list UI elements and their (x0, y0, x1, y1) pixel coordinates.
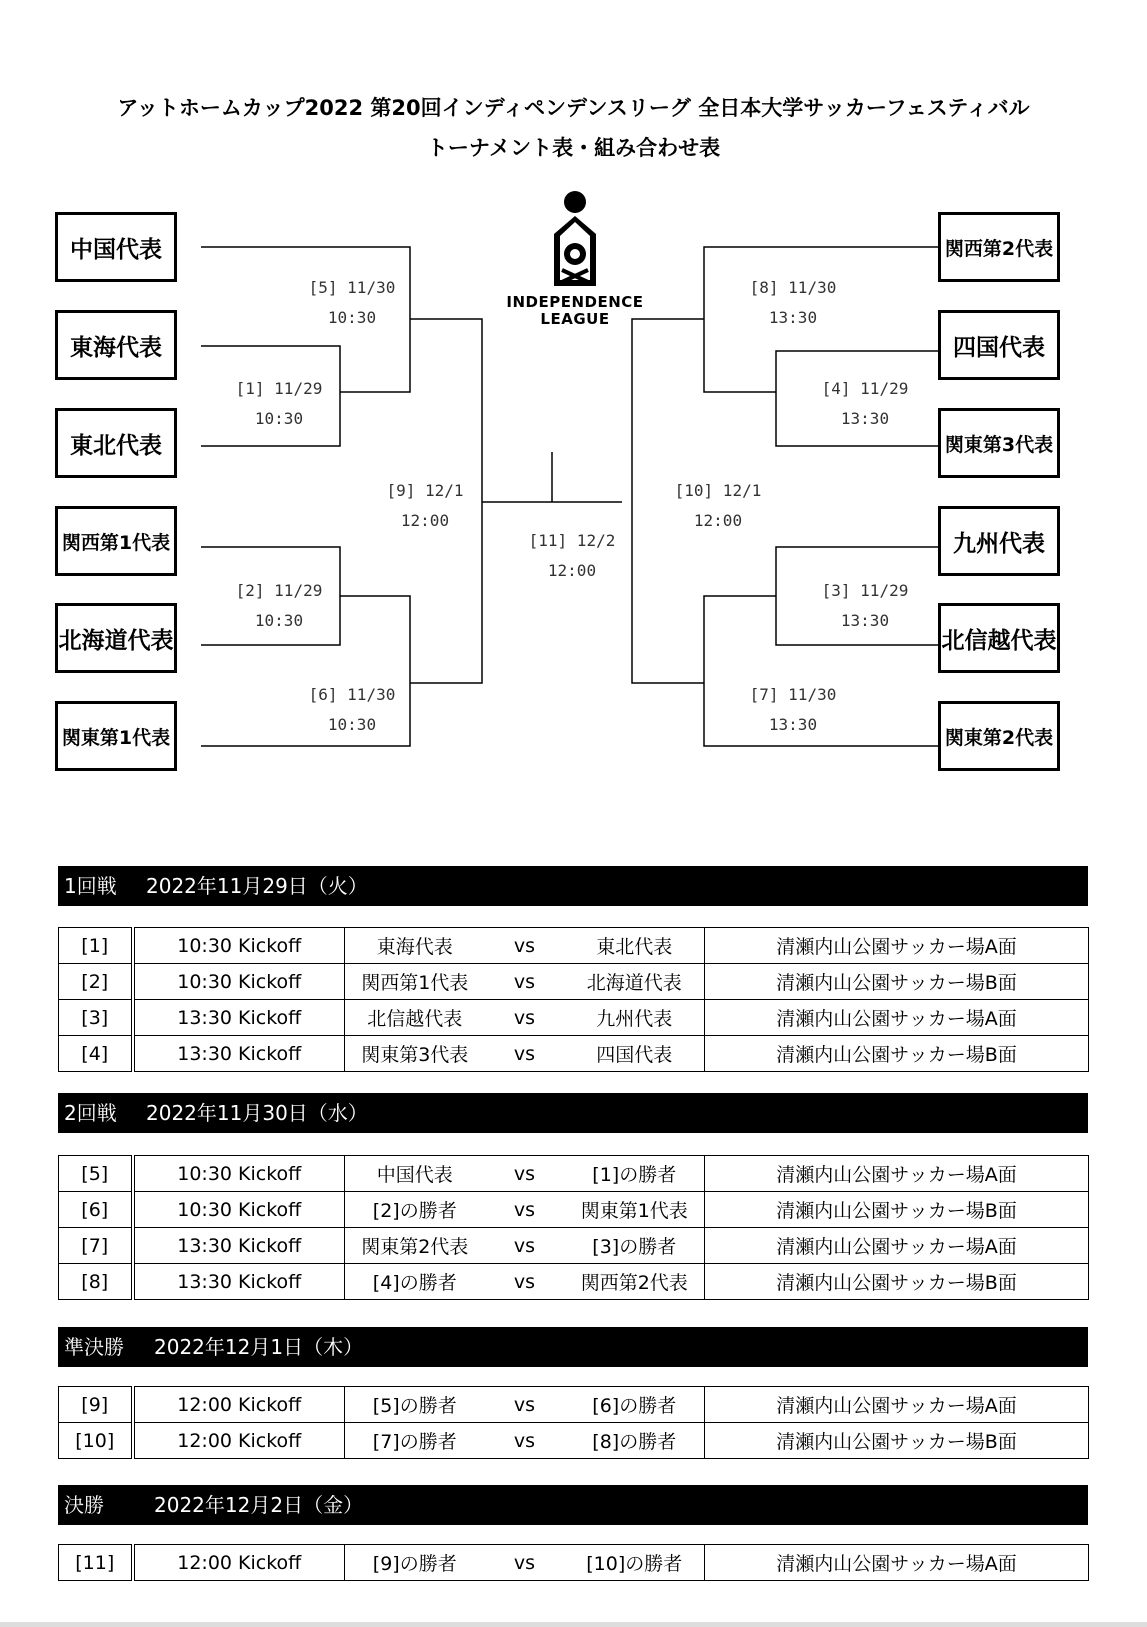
match-label-3: [3] 11/29 13:30 (821, 581, 909, 630)
table-row: [9] 12:00 Kickoff [5]の勝者 vs [6]の勝者 清瀬内山公園サッカー場A面 (59, 1387, 1089, 1423)
logo-text-line2: LEAGUE (540, 310, 610, 328)
table-row: [3] 13:30 Kickoff 北信越代表 vs 九州代表 清瀬内山公園サッカー場A面 (59, 1000, 1089, 1036)
round-banner-semifinal (58, 1327, 1088, 1367)
schedule-table-round-1 (58, 927, 1089, 1072)
round-date: 2022年11月30日（水） (146, 1101, 368, 1125)
match-label-10: [10] 12/1 12:00 (674, 481, 762, 530)
table-row: [11] 12:00 Kickoff [9]の勝者 vs [10]の勝者 清瀬内山公園サッカー場A面 (59, 1545, 1089, 1581)
schedule-table-semifinal (58, 1386, 1089, 1459)
page-bottom-edge (0, 1622, 1147, 1627)
match-label-5: [5] 11/30 10:30 (308, 278, 396, 327)
match-label-11: [11] 12/2 12:00 (528, 531, 616, 580)
table-row: [5] 10:30 Kickoff 中国代表 vs [1]の勝者 清瀬内山公園サッカー場A面 (59, 1156, 1089, 1192)
table-row: [10] 12:00 Kickoff [7]の勝者 vs [8]の勝者 清瀬内山公園サッカー場B面 (59, 1423, 1089, 1459)
round-banner-final (58, 1485, 1088, 1525)
team-box-left-6: 関東第1代表 (55, 701, 177, 771)
table-row: [6] 10:30 Kickoff [2]の勝者 vs 関東第1代表 清瀬内山公園サッカー場B面 (59, 1192, 1089, 1228)
match-label-8: [8] 11/30 13:30 (749, 278, 837, 327)
team-box-right-1: 関西第2代表 (938, 212, 1060, 282)
match-label-7: [7] 11/30 13:30 (749, 685, 837, 734)
match-label-4: [4] 11/29 13:30 (821, 379, 909, 428)
round-name: 準決勝 (64, 1335, 124, 1359)
match-label-2: [2] 11/29 10:30 (235, 581, 323, 630)
team-box-right-3: 関東第3代表 (938, 408, 1060, 478)
team-box-left-5: 北海道代表 (55, 603, 177, 673)
round-date: 2022年12月2日（金） (154, 1493, 364, 1517)
independence-league-logo (500, 190, 650, 328)
team-box-left-2: 東海代表 (55, 310, 177, 380)
round-date: 2022年11月29日（火） (146, 874, 368, 898)
team-box-right-5: 北信越代表 (938, 603, 1060, 673)
logo-text-line1: INDEPENDENCE (506, 293, 644, 311)
team-box-right-6: 関東第2代表 (938, 701, 1060, 771)
round-date: 2022年12月1日（木） (154, 1335, 364, 1359)
team-box-left-4: 関西第1代表 (55, 506, 177, 576)
table-row: [7] 13:30 Kickoff 関東第2代表 vs [3]の勝者 清瀬内山公園サッカー場A面 (59, 1228, 1089, 1264)
team-box-right-4: 九州代表 (938, 506, 1060, 576)
team-box-left-3: 東北代表 (55, 408, 177, 478)
schedule-table-final (58, 1544, 1089, 1581)
round-name: 1回戦 (64, 874, 117, 898)
page-title: アットホームカップ2022 第20回インディペンデンスリーグ 全日本大学サッカーフェスティバル (117, 96, 1030, 120)
schedule-table-round-2 (58, 1155, 1089, 1300)
team-box-right-2: 四国代表 (938, 310, 1060, 380)
round-name: 決勝 (64, 1493, 104, 1517)
match-label-1: [1] 11/29 10:30 (235, 379, 323, 428)
table-row: [2] 10:30 Kickoff 関西第1代表 vs 北海道代表 清瀬内山公園サッカー場B面 (59, 964, 1089, 1000)
table-row: [1] 10:30 Kickoff 東海代表 vs 東北代表 清瀬内山公園サッカー場A面 (59, 928, 1089, 964)
table-row: [8] 13:30 Kickoff [4]の勝者 vs 関西第2代表 清瀬内山公園サッカー場B面 (59, 1264, 1089, 1300)
round-banner-1 (58, 866, 1088, 906)
logo-emblem-icon (540, 190, 610, 290)
round-banner-2 (58, 1093, 1088, 1133)
team-box-left-1: 中国代表 (55, 212, 177, 282)
match-label-9: [9] 12/1 12:00 (386, 481, 464, 530)
table-row: [4] 13:30 Kickoff 関東第3代表 vs 四国代表 清瀬内山公園サッカー場B面 (59, 1036, 1089, 1072)
match-label-6: [6] 11/30 10:30 (308, 685, 396, 734)
round-name: 2回戦 (64, 1101, 117, 1125)
page-subtitle: トーナメント表・組み合わせ表 (426, 136, 721, 160)
